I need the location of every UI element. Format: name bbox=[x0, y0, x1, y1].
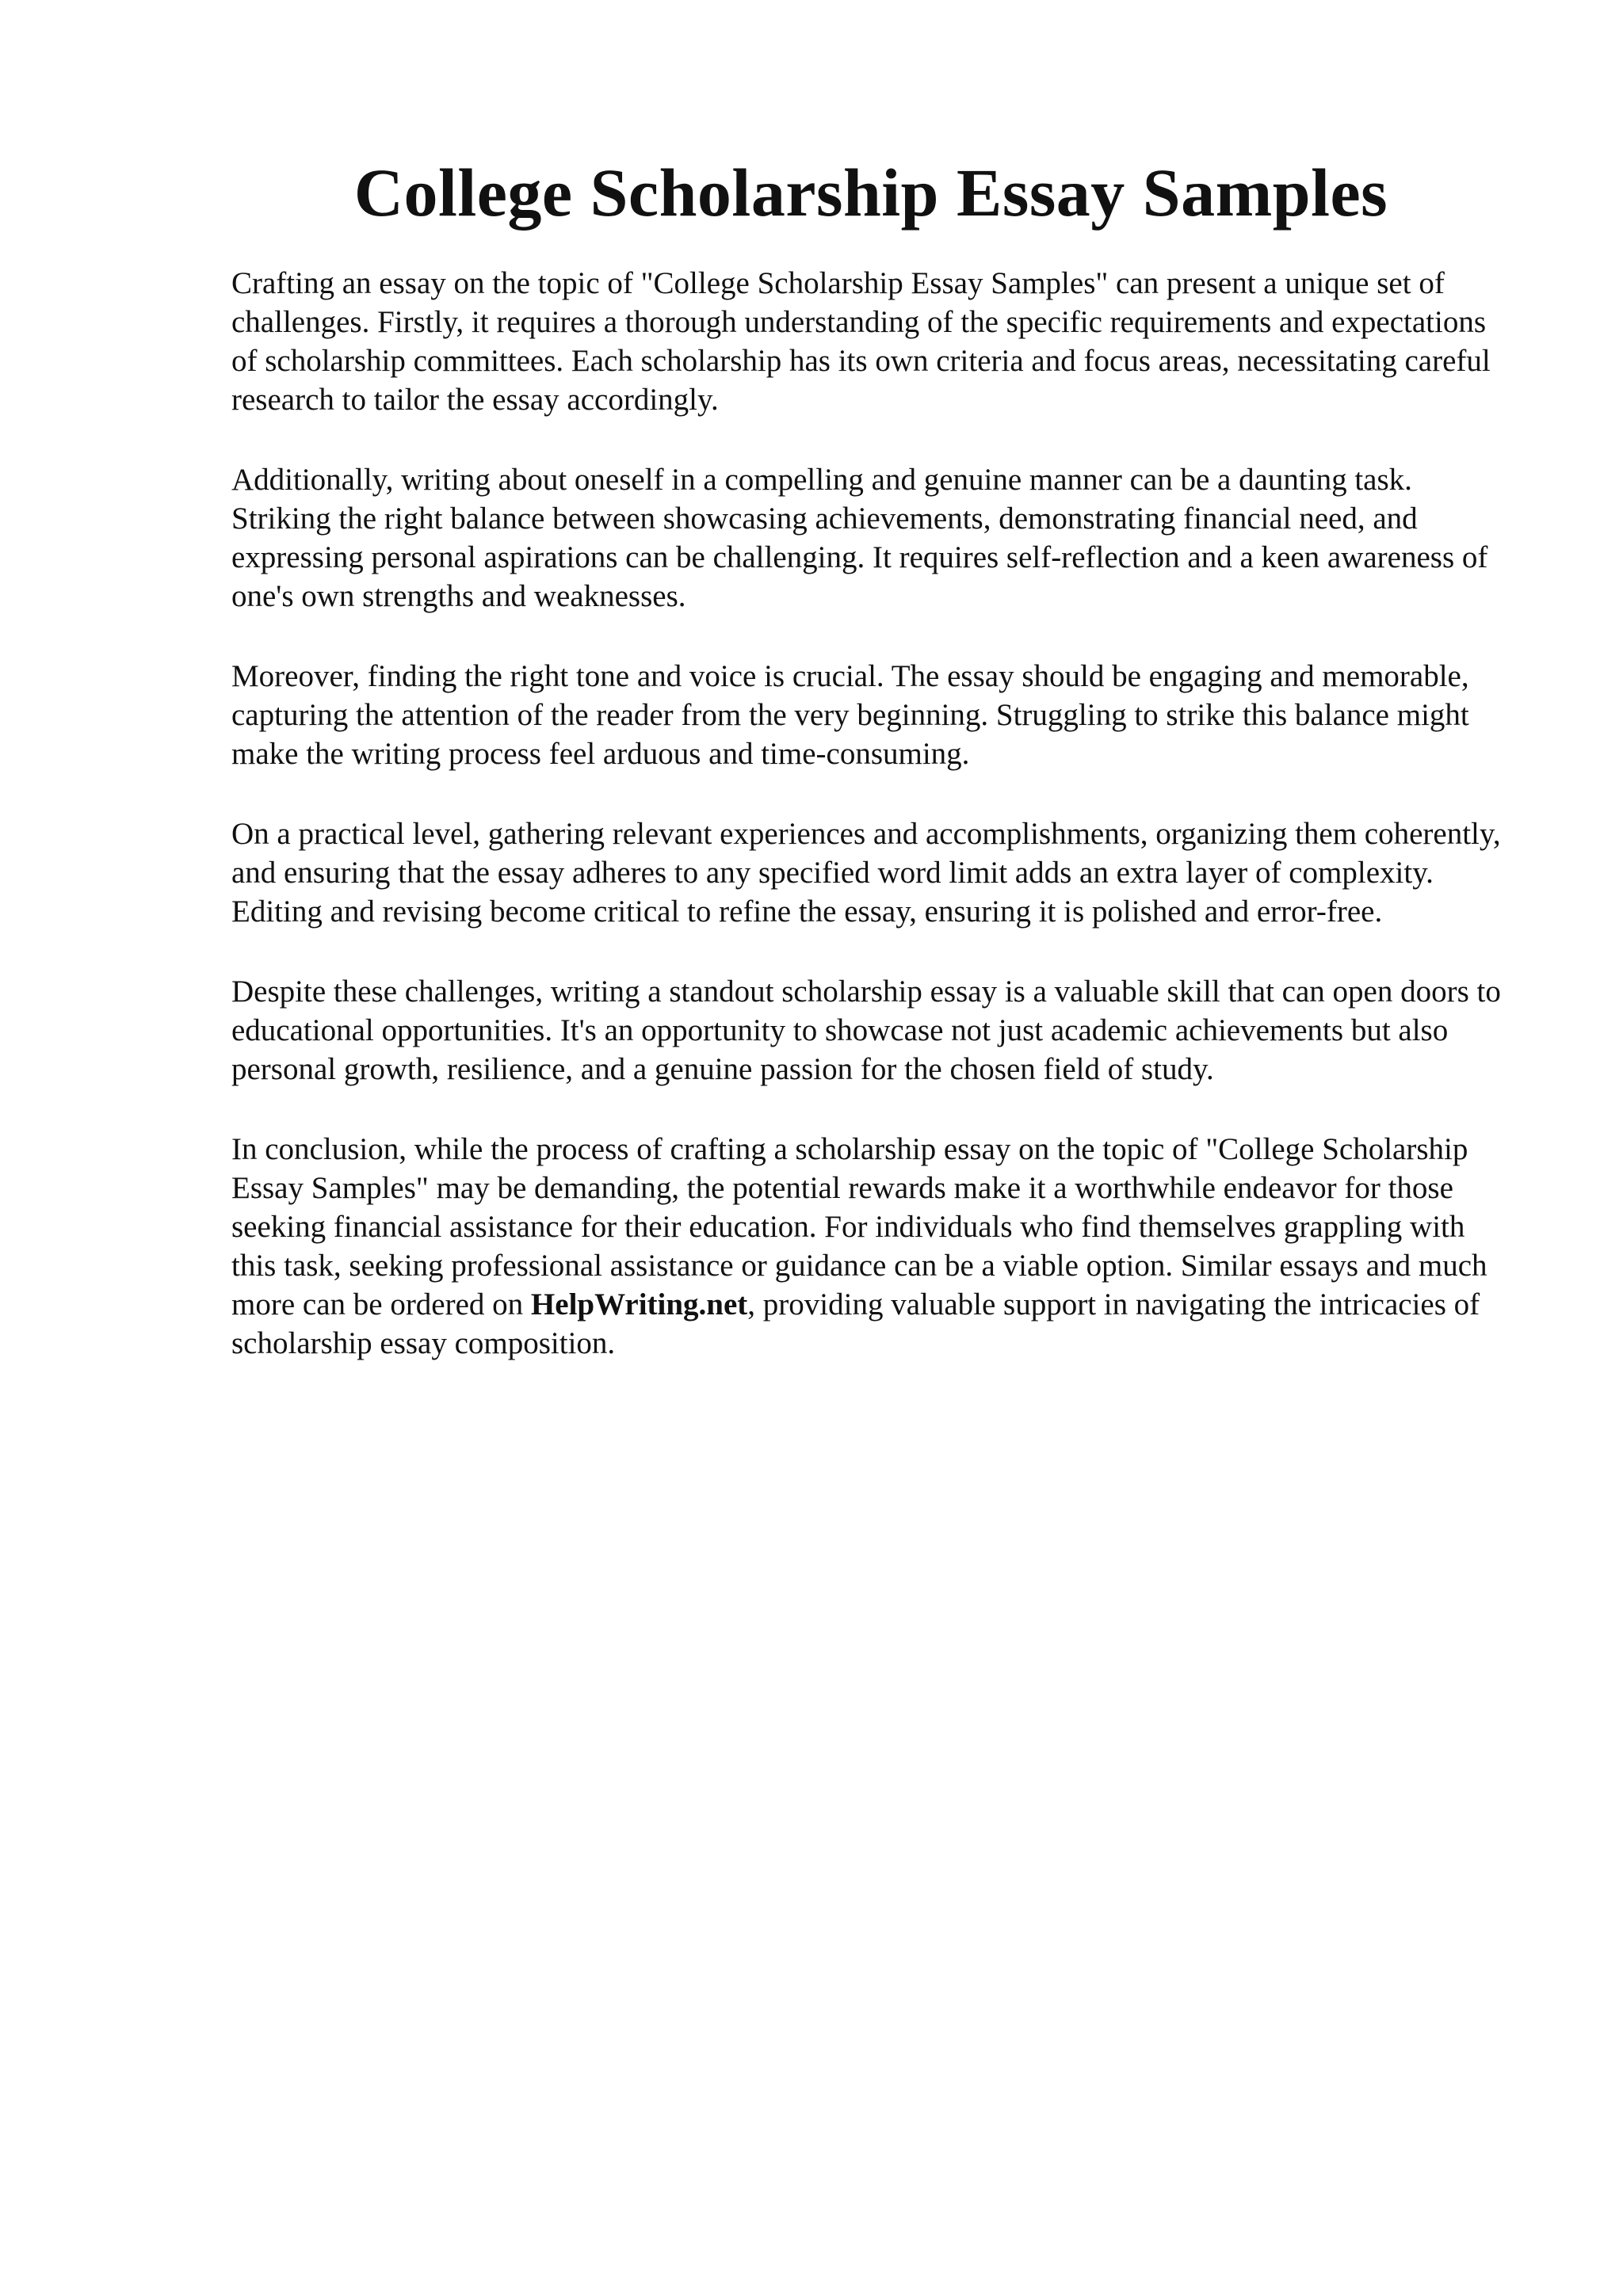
paragraph-2: Additionally, writing about oneself in a compelling and genuine manner can be a daunting task. Striking the right balance between showcasing achievements, demonstrating financial need, and expressing personal aspirations can be challenging. It requires self-reflection and a keen awareness of one's own strengths and weaknesses. bbox=[231, 463, 1488, 613]
paragraph-4: On a practical level, gathering relevant experiences and accomplishments, organizing them coherently, and ensuring that the essay adheres to any specified word limit adds an extra layer of complexity. Editing and revising become critical to refine the essay, ensuring it is polished and error-free. bbox=[231, 817, 1501, 929]
paragraph-3: Moreover, finding the right tone and voice is crucial. The essay should be engaging and memorable, capturing the attention of the reader from the very beginning. Struggling to strike this balance might make the writing process feel arduous and time-consuming. bbox=[231, 659, 1469, 771]
paragraph-5: Despite these challenges, writing a standout scholarship essay is a valuable skill that can open doors to educational opportunities. It's an opportunity to showcase not just academic achievements but also personal growth, resilience, and a genuine passion for the chosen field of study. bbox=[231, 974, 1501, 1086]
title-container bbox=[0, 149, 1623, 236]
paragraph-1: Crafting an essay on the topic of "College Scholarship Essay Samples" can present a unique set of challenges. Firstly, it requires a thorough understanding of the specific requirements and expectations of scholarship committees. Each scholarship has its own criteria and focus areas, necessitating careful research to tailor the essay accordingly. bbox=[231, 266, 1491, 417]
conclusion-paragraph bbox=[231, 1130, 1515, 1363]
conclusion-text-after-link: , providing valuable support in navigating the intricacies of scholarship essay composition. bbox=[231, 1287, 1480, 1360]
document-title: College Scholarship Essay Samples bbox=[353, 154, 1388, 231]
helpwriting-link[interactable]: HelpWriting.net bbox=[530, 1287, 748, 1322]
conclusion-text-before-link: In conclusion, while the process of crafting a scholarship essay on the topic of "College Scholarship Essay Samples" may be demanding, the potential rewards make it a worthwhile endeavor for those seeking financial assistance for their education. For individuals who find themselves grappling with this task, seeking professional assistance or guidance can be a viable option. Similar essays and much more can be ordered on bbox=[231, 1132, 1487, 1322]
essay-body bbox=[231, 264, 1515, 1363]
